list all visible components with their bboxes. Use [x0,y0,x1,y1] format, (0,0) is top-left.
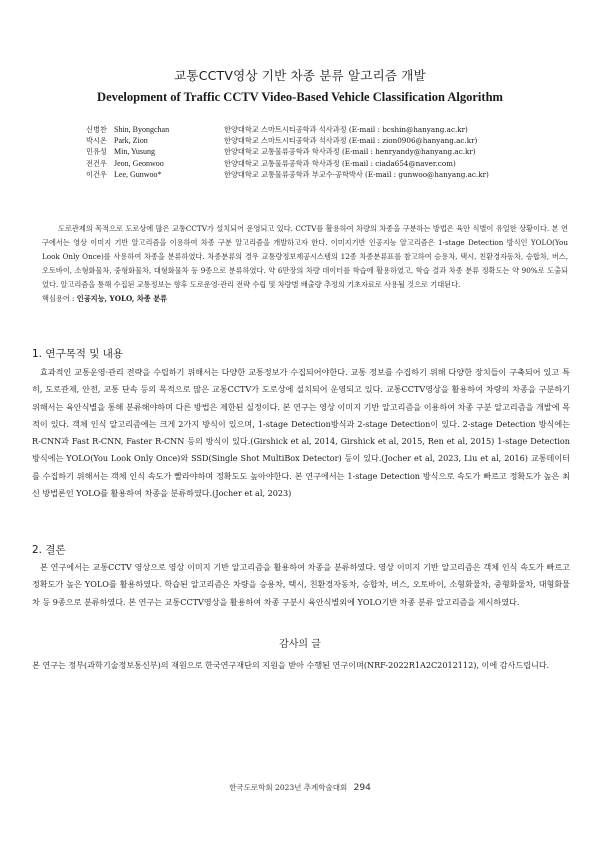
author-name-english: Lee, Gunwoo* [114,169,162,179]
author-name-korean: 민유성 [86,147,107,157]
author-row [86,146,566,157]
abstract-text: 도로관제의 목적으로 도로상에 많은 교통CCTV가 설치되어 운영되고 있다. CCTV를 활용하여 차량의 차종을 구분하는 방법은 육안 식별이 유일한 상황이다. 본 연구에서는 영상 이미지 기반 알고리즘을 이용하여 차종 구분 알고리즘을 개발하고자 한다. 이미지기반 인공지능 알고리즘은 1-stage Detection 방식인 YOLO(You Look Only Once)를 사용하여 차종을 분류하였다. 차종분류의 경우 교통량정보제공시스템의 12종 차종분류표를 참고하여 승용차, 택시, 친환경자동차, 승합차, 버스, 오토바이, 소형화물차, 중형화물차, 대형화물차 등 9종으로 분류하였다. 약 6만장의 차량 데이터를 학습에 활용하였고, 학습 결과 차종 분류 정확도는 약 90%로 도출되었다. 알고리즘을 통해 수집된 교통정보는 향후 도로운영·관리 전략 수립 및 차량별 배출량 추정의 기초자료로 사용될 것으로 기대된다. [42,224,568,289]
author-affiliation: 한양대학교 교통물류공학과 부교수·공학박사 (E-mail : gunwoo@hanyang.ac.kr) [224,169,489,179]
author-row [86,158,566,169]
author-name-korean: 박시온 [86,136,107,146]
footer-conference: 한국도로학회 2023년 추계학술대회 [229,783,348,792]
page-footer [0,782,600,793]
author-row [86,135,566,146]
author-affiliation: 한양대학교 스마트시티공학과 석사과정 (E-mail : bcshin@hanyang.ac.kr) [224,125,468,134]
author-name-english: Shin, Byongchan [114,125,170,134]
author-list [86,124,566,180]
author-affiliation: 한양대학교 스마트시티공학과 석사과정 (E-mail : zion0906@hanyang.ac.kr) [224,136,478,146]
author-row [86,124,566,135]
paragraph: 효과적인 교통운영·관리 전략을 수립하기 위해서는 다양한 교통정보가 수집되어야한다. 교통 정보를 수집하기 위해 다양한 장치들이 구축되어 있고 특히, 도로관제, 안전, 교통 단속 등의 목적으로 많은 교통CCTV가 도로상에 설치되어 운영되고 있다. 교통CCTV영상을 활용하여 차량의 차종을 구분하기 위해서는 육안식별을 통해 분류해야하며 다른 방법은 제한된 실정이다. 본 연구는 영상 이미지 기반 알고리즘을 이용하여 차종 구분 알고리즘을 개발에 목적이 있다. 객체 인식 알고리즘에는 크게 2가지 방식이 있으며, 1-stage Detection방식과 2-stage Detection이 있다. 2-stage Detection 방식에는 R-CNN과 Fast R-CNN, Faster R-CNN 등의 방식이 있다.(Girshick et al, 2014, Girshick et al, 2015, Ren et al, 2015) 1-stage Detection 방식에는 YOLO(You Look Only Once)와 SSD(Single Shot MultiBox Detector) 등이 있다.(Jocher et al, 2023, Liu et al, 2016) 교통데이터를 수집하기 위해서는 객체 인식 속도가 빨라야하며 정확도도 높아야한다. 본 연구에서는 1-stage Detection 방식으로 속도가 빠르고 정확도가 높은 최신 방법론인 YOLO를 활용하여 차종을 분류하였다.(Jocher et al, 2023) [32,367,570,499]
paper-title-korean: 교통CCTV영상 기반 차종 분류 알고리즘 개발 [174,68,426,83]
abstract [42,222,568,306]
acknowledgment-body [32,657,570,674]
author-name-korean: 신병찬 [86,125,107,134]
page-number: 294 [353,783,371,793]
author-name-english: Park, Zion [114,136,148,146]
section-body-purpose [32,364,570,502]
author-name-korean: 이건우 [86,169,107,179]
author-affiliation: 한양대학교 교통물류공학과 학사과정 (E-mail : ciada654@naver.com) [224,158,456,168]
author-row [86,169,566,180]
paragraph: 본 연구에서는 교통CCTV 영상으로 영상 이미지 기반 알고리즘을 활용하여 차종을 분류하였다. 영상 이미지 기반 알고리즘은 객체 인식 속도가 빠르고 정확도가 높은 YOLO를 활용하였다. 학습된 알고리즘은 차량을 승용차, 택시, 친환경자동차, 승합차, 버스, 오토바이, 소형화물차, 중형화물차, 대형화물차 등 9종으로 분류하였다. 본 연구는 교통CCTV영상을 활용하여 차종 구분시 육안식별외에 YOLO기반 차종 분류 알고리즘을 제시하였다. [32,562,570,607]
author-affiliation: 한양대학교 교통물류공학과 학사과정 (E-mail : henryandy@hanyang.ac.kr) [224,147,476,157]
author-name-english: Min, Yusung [114,147,156,157]
keywords [42,292,568,306]
section-body-conclusion [32,559,570,611]
paragraph: 본 연구는 정부(과학기술정보통신부)의 재원으로 한국연구재단의 지원을 받아 수행된 연구이며(NRF-2022R1A2C2012112), 이에 감사드립니다. [32,660,550,670]
paper-title-english: Development of Traffic CCTV Video-Based Vehicle Classification Algorithm [97,90,503,104]
section-heading-conclusion: 2. 결론 [32,544,66,556]
section-heading-purpose: 1. 연구목적 및 내용 [32,348,124,360]
acknowledgment-heading: 감사의 글 [279,639,321,650]
author-name-english: Jeon, Geonwoo [114,158,164,168]
keywords-label: 핵심용어 : [42,294,75,303]
keywords-value: 인공지능, YOLO, 차종 분류 [76,294,168,303]
author-name-korean: 전건우 [86,158,107,168]
